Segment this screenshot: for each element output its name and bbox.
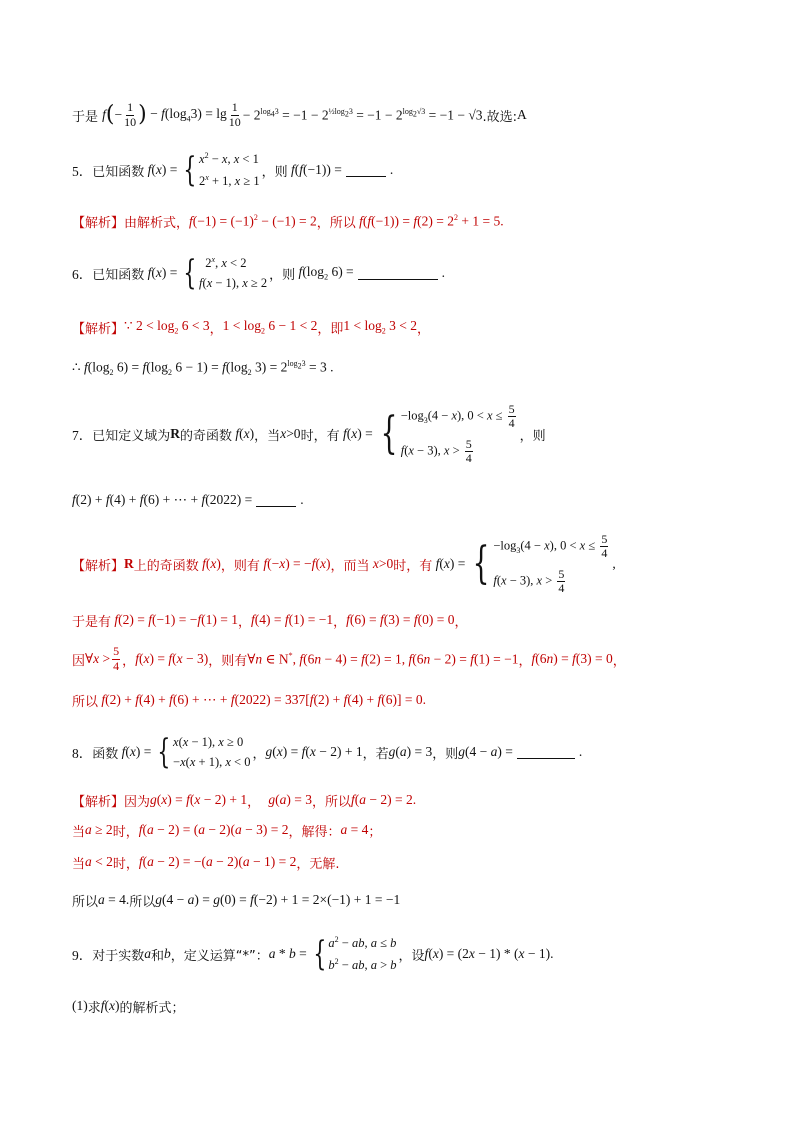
solution-line-conclusion: 于是 f ( − $\frac{1}{10}$ ) − $f(\log_43) = \lg$ $\frac{1}{10}$ − $2^{log_43} = -1 - 2^{\frac{1}{2}log_23} = -1 - 2^{log_2√3} = -1 - √3$ .故选: A <box>72 100 527 129</box>
answer-8-line-3: 当 a < 2 时， f(a − 2) = −(a − 2)(a − 1) = 2 ，无解. <box>72 854 340 872</box>
answer-5: 【解析】由解析式， $f(-1) = (-1)^2 - (-1) = 2$ ，所以 $f(f(-1)) = f(2) = 2^2 + 1 = 5$. <box>72 212 504 231</box>
question-6: 6． 已知函数 f(x) = { 2$^x$, x < 2 f(x − 1), x ≥ 2 ，则 $f(\log_2$ 6) = . <box>72 253 446 293</box>
question-9: 9． 对于实数 a 和 b ，定义运算“*”： a * b = { $a^2$ − ab, a ≤ b $b^2$ − ab, a > b ，设 f(x) = (2x − 1) * (x − 1). <box>72 934 554 974</box>
question-9-part-1: (1) 求 f(x) 的解析式； <box>72 998 185 1016</box>
answer-7-line-1: 【解析】 R 上的奇函数 f(x) ，则有 f(−x) = −f(x) ，而当 x>0 时，有 f(x) = { $-\log_3(4 - x)$, 0 < x ≤ $\frac{5}{4}$ f(x − 3), x > $\frac{5}{4}$ , <box>72 531 616 596</box>
question-7-sum: f(2) + f(4) + f(6) + ⋯ + f(2022) = . <box>72 492 304 507</box>
answer-8-line-4: 所以 a = 4. 所以 g(4 − a) = g(0) = f(−2) + 1 = 2×(−1) + 1 = −1 <box>72 892 401 910</box>
answer-6-line-1: 【解析】 ∵ $2 < \log_2 6 < 3$ ， $1 < \log_2 6 - 1 < 2$ ，即 $1 < \log_2 3 < 2$ ， <box>72 318 431 337</box>
question-7: 7． 已知定义域为 R 的奇函数 f(x) ，当 x>0 时，有 f(x) = { $-\log_3(4 - x)$, 0 < x ≤ $\frac{5}{4}$ f(x − 3), x > $\frac{5}{4}$ ，则 <box>72 401 546 466</box>
answer-7-line-4: 所以 f(2) + f(4) + f(6) + ⋯ + f(2022) = 337[f(2) + f(4) + f(6)] = 0. <box>72 692 426 710</box>
answer-7-line-2: 于是有 f(2) = f(−1) = −f(1) = 1 ， f(4) = f(1) = −1 ， f(6) = f(3) = f(0) = 0 ， <box>72 612 468 630</box>
question-5: 5． 已知函数 f(x) = { $x^2 - x$, x < 1 $2^x + 1$, x ≥ 1 ，则 f(f(−1)) = . <box>72 150 394 190</box>
answer-6-line-2: ∴ $f(\log_2$ $6) = f(\log_2$ $6 - 1) = f(\log_2$ $3) = 2^{log_23} = 3$ . <box>72 358 334 378</box>
answer-8-line-2: 当 a ≥ 2 时， f(a − 2) = (a − 2)(a − 3) = 2 ，解得： a = 4 ； <box>72 822 382 840</box>
answer-8-line-1: 【解析】因为 g(x) = f(x − 2) + 1 ， g(a) = 3 ，所以 f(a − 2) = 2. <box>72 792 417 810</box>
question-8: 8． 函数 f(x) = { x(x − 1), x ≥ 0 −x(x + 1), x < 0 ， g(x) = f(x − 2) + 1 ，若 g(a) = 3 ，则 g(4 − a) = . <box>72 732 583 772</box>
answer-7-line-3: 因 ∀x > $\frac{5}{4}$ ， f(x) = f(x − 3) ，则有 ∀n ∈ N*, f(6n − 4) = f(2) = 1, f(6n − 2) = f(1) = −1 ， f(6n) = f(3) = 0 ， <box>72 644 626 673</box>
